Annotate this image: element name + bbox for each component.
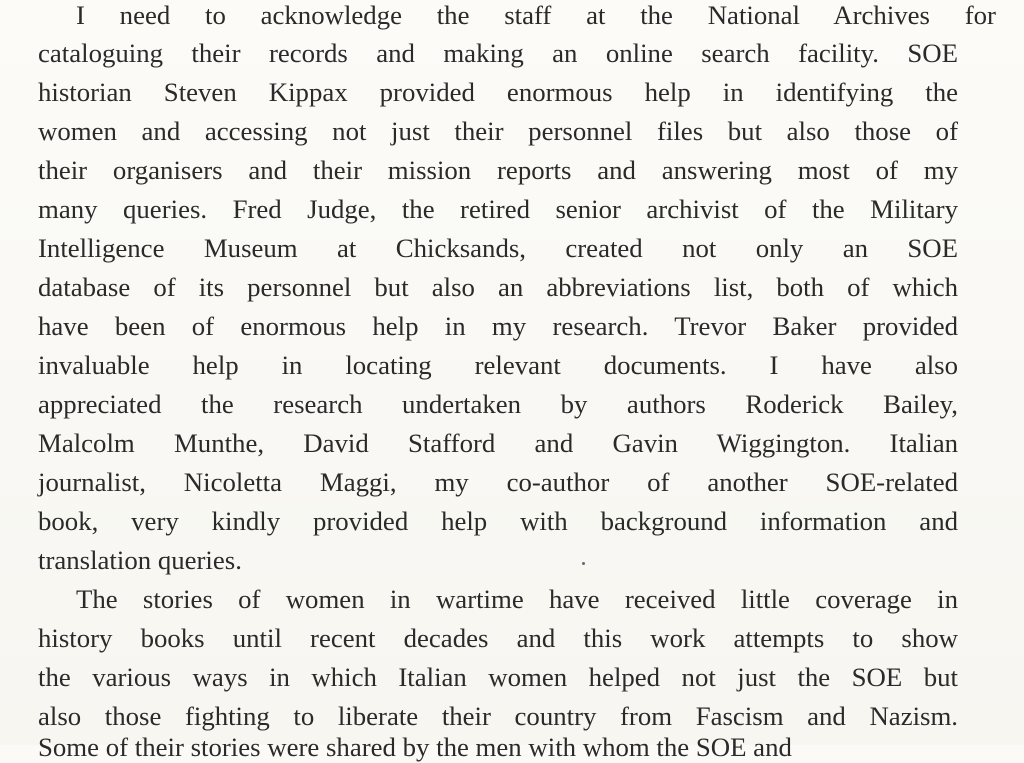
paragraph-1-line-12: Malcolm Munthe, David Stafford and Gavin Wiggington. Italian [38,428,958,458]
paragraph-1-line-4: women and accessing not just their personnel files but also those of [38,116,958,146]
paragraph-1-line-1: I need to acknowledge the staff at the National Archives for [76,0,996,30]
paragraph-1-line-13: journalist, Nicoletta Maggi, my co-author of another SOE-related [38,467,958,497]
paragraph-1-line-6: many queries. Fred Judge, the retired senior archivist of the Military [38,194,958,224]
paragraph-1-line-7: Intelligence Museum at Chicksands, created not only an SOE [38,233,958,263]
paragraph-1-line-3: historian Steven Kippax provided enormous help in identifying the [38,77,958,107]
paper-speck [582,562,585,565]
cut-off-text: Some of their stories were shared by the men with whom the SOE and [38,732,792,762]
paragraph-2-line-4: also those fighting to liberate their country from Fascism and Nazism. [38,701,958,731]
paragraph-1-line-2: cataloguing their records and making an online search facility. SOE [38,38,958,68]
paragraph-1-line-8: database of its personnel but also an abbreviations list, both of which [38,272,958,302]
paragraph-1-line-10: invaluable help in locating relevant documents. I have also [38,350,958,380]
paragraph-1-line-14: book, very kindly provided help with background information and [38,506,958,536]
paragraph-2-line-2: history books until recent decades and this work attempts to show [38,623,958,653]
paragraph-2-line-3: the various ways in which Italian women helped not just the SOE but [38,662,958,692]
paragraph-2-line-1: The stories of women in wartime have received little coverage in [76,584,958,614]
paragraph-1-line-15: translation queries. [38,545,242,575]
paragraph-1-line-9: have been of enormous help in my research. Trevor Baker provided [38,311,958,341]
paragraph-1-line-11: appreciated the research undertaken by authors Roderick Bailey, [38,389,958,419]
paragraph-1-line-5: their organisers and their mission reports and answering most of my [38,155,958,185]
cut-off-text-line [38,732,988,762]
